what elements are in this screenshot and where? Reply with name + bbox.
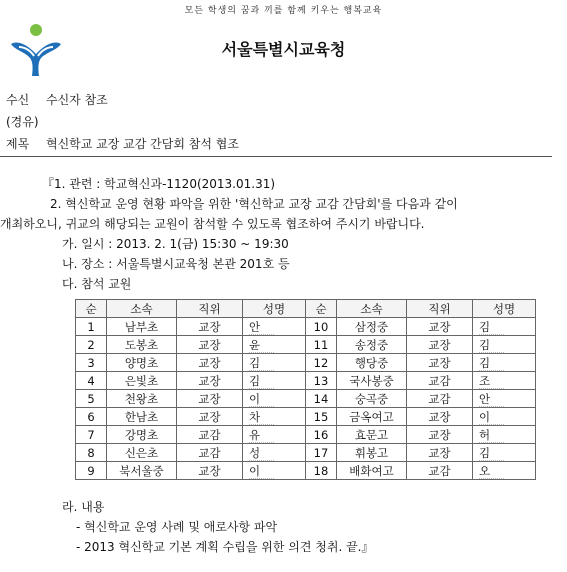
- table-cell: 교장: [177, 336, 243, 354]
- column-header: 순: [306, 300, 337, 318]
- table-cell: 14: [306, 390, 337, 408]
- name-cell: [243, 408, 306, 426]
- table-cell: 교장: [407, 408, 473, 426]
- name-text: 허: [479, 428, 504, 443]
- name-cell: [243, 318, 306, 336]
- item-1: 『1. 관련 : 학교혁신과-1120(2013.01.31): [42, 177, 276, 191]
- sub-item-content: 라. 내용: [62, 500, 105, 514]
- name-cell: [473, 462, 536, 480]
- table-row: [76, 336, 536, 354]
- table-row: [76, 354, 536, 372]
- name-text: 차: [249, 410, 274, 425]
- column-header: 순: [76, 300, 107, 318]
- table-cell: 교장: [407, 444, 473, 462]
- table-cell: 금옥여고: [337, 408, 407, 426]
- divider: [0, 156, 552, 157]
- name-cell: [243, 426, 306, 444]
- recipient-label: 수신: [6, 93, 30, 107]
- table-cell: 3: [76, 354, 107, 372]
- table-cell: 남부초: [107, 318, 177, 336]
- attendee-table: [75, 299, 536, 480]
- table-cell: 북서울중: [107, 462, 177, 480]
- table-row: [76, 372, 536, 390]
- table-cell: 17: [306, 444, 337, 462]
- content-bullet-1: - 혁신학교 운영 사례 및 애로사항 파악: [76, 520, 278, 534]
- name-text: 안: [479, 392, 504, 407]
- table-cell: 11: [306, 336, 337, 354]
- organization-title: 서울특별시교육청: [221, 40, 346, 59]
- table-cell: 12: [306, 354, 337, 372]
- name-text: 오: [479, 464, 504, 479]
- table-cell: 교장: [177, 390, 243, 408]
- sub-item-place: 나. 장소 : 서울특별시교육청 본관 201호 등: [62, 257, 290, 271]
- table-cell: 교장: [177, 354, 243, 372]
- table-cell: 행당중: [337, 354, 407, 372]
- table-cell: 교장: [407, 426, 473, 444]
- table-row: [76, 426, 536, 444]
- table-cell: 도봉초: [107, 336, 177, 354]
- subject-label: 제목: [6, 137, 30, 151]
- table-cell: 교장: [407, 354, 473, 372]
- table-cell: 교장: [177, 408, 243, 426]
- table-cell: 2: [76, 336, 107, 354]
- item-2-line-2: 개최하오니, 귀교의 해당되는 교원이 참석할 수 있도록 협조하여 주시기 바랍니다.: [0, 217, 425, 231]
- name-text: 김: [249, 374, 274, 389]
- name-text: 이: [479, 410, 504, 425]
- name-cell: [473, 408, 536, 426]
- table-cell: 교장: [177, 462, 243, 480]
- name-cell: [473, 318, 536, 336]
- table-cell: 16: [306, 426, 337, 444]
- table-cell: 교감: [177, 426, 243, 444]
- table-cell: 13: [306, 372, 337, 390]
- name-text: 유: [249, 428, 274, 443]
- name-cell: [243, 372, 306, 390]
- name-text: 성: [249, 446, 274, 461]
- column-header: 직위: [177, 300, 243, 318]
- name-text: 조: [479, 374, 504, 389]
- table-row: [76, 462, 536, 480]
- table-row: [76, 390, 536, 408]
- table-cell: 한남초: [107, 408, 177, 426]
- table-cell: 교장: [407, 318, 473, 336]
- subject-value: 혁신학교 교장 교감 간담회 참석 협조: [46, 137, 239, 151]
- name-cell: [473, 390, 536, 408]
- motto: 모든 학생의 꿈과 끼를 함께 키우는 행복교육: [184, 6, 383, 16]
- name-cell: [243, 390, 306, 408]
- table-row: [76, 444, 536, 462]
- table-cell: 효문고: [337, 426, 407, 444]
- table-cell: 송정중: [337, 336, 407, 354]
- table-cell: 10: [306, 318, 337, 336]
- name-cell: [473, 354, 536, 372]
- table-cell: 삼정중: [337, 318, 407, 336]
- table-header-row: [76, 300, 536, 318]
- name-cell: [243, 444, 306, 462]
- item-2-line-1: 2. 혁신학교 운영 현황 파악을 위한 '혁신학교 교장 교감 간담회'를 다음과 같이: [50, 197, 458, 211]
- sub-item-attendees: 다. 참석 교원: [62, 277, 132, 291]
- via-row: [6, 115, 39, 130]
- recipient-value: 수신자 참조: [46, 93, 108, 107]
- table-cell: 배화여고: [337, 462, 407, 480]
- table-cell: 교장: [407, 336, 473, 354]
- table-body: [76, 318, 536, 480]
- name-cell: [473, 444, 536, 462]
- table-cell: 은빛초: [107, 372, 177, 390]
- table-cell: 교장: [177, 372, 243, 390]
- table-row: [76, 318, 536, 336]
- name-cell: [473, 336, 536, 354]
- table-cell: 8: [76, 444, 107, 462]
- table-cell: 18: [306, 462, 337, 480]
- table-cell: 4: [76, 372, 107, 390]
- name-text: 김: [249, 356, 274, 371]
- table-cell: 교감: [177, 444, 243, 462]
- name-cell: [243, 336, 306, 354]
- column-header: 소속: [337, 300, 407, 318]
- table-cell: 교감: [407, 390, 473, 408]
- table-cell: 6: [76, 408, 107, 426]
- table-cell: 교감: [407, 462, 473, 480]
- table-cell: 신은초: [107, 444, 177, 462]
- content-bullet-2: - 2013 혁신학교 기본 계획 수립을 위한 의견 청취. 끝.』: [76, 540, 374, 554]
- column-header: 성명: [473, 300, 536, 318]
- table-cell: 양명초: [107, 354, 177, 372]
- table-cell: 국사봉중: [337, 372, 407, 390]
- via-label: (경유): [6, 115, 39, 129]
- sub-item-date: 가. 일시 : 2013. 2. 1(금) 15:30 ~ 19:30: [62, 237, 289, 251]
- table-row: [76, 408, 536, 426]
- name-text: 김: [479, 320, 504, 335]
- table-cell: 강명초: [107, 426, 177, 444]
- name-text: 김: [479, 446, 504, 461]
- name-text: 안: [249, 320, 274, 335]
- recipient-row: [6, 93, 108, 108]
- name-text: 이: [249, 392, 274, 407]
- table-cell: 교장: [177, 318, 243, 336]
- table-cell: 숭곡중: [337, 390, 407, 408]
- table-cell: 천왕초: [107, 390, 177, 408]
- name-text: 김: [479, 338, 504, 353]
- name-text: 윤: [249, 338, 274, 353]
- name-cell: [243, 462, 306, 480]
- table-cell: 7: [76, 426, 107, 444]
- name-text: 이: [249, 464, 274, 479]
- table-cell: 5: [76, 390, 107, 408]
- name-cell: [473, 426, 536, 444]
- column-header: 직위: [407, 300, 473, 318]
- table-cell: 1: [76, 318, 107, 336]
- subject-row: [6, 137, 239, 152]
- table-cell: 9: [76, 462, 107, 480]
- name-cell: [243, 354, 306, 372]
- table-cell: 교감: [407, 372, 473, 390]
- name-text: 김: [479, 356, 504, 371]
- column-header: 성명: [243, 300, 306, 318]
- column-header: 소속: [107, 300, 177, 318]
- name-cell: [473, 372, 536, 390]
- table-cell: 휘봉고: [337, 444, 407, 462]
- table-cell: 15: [306, 408, 337, 426]
